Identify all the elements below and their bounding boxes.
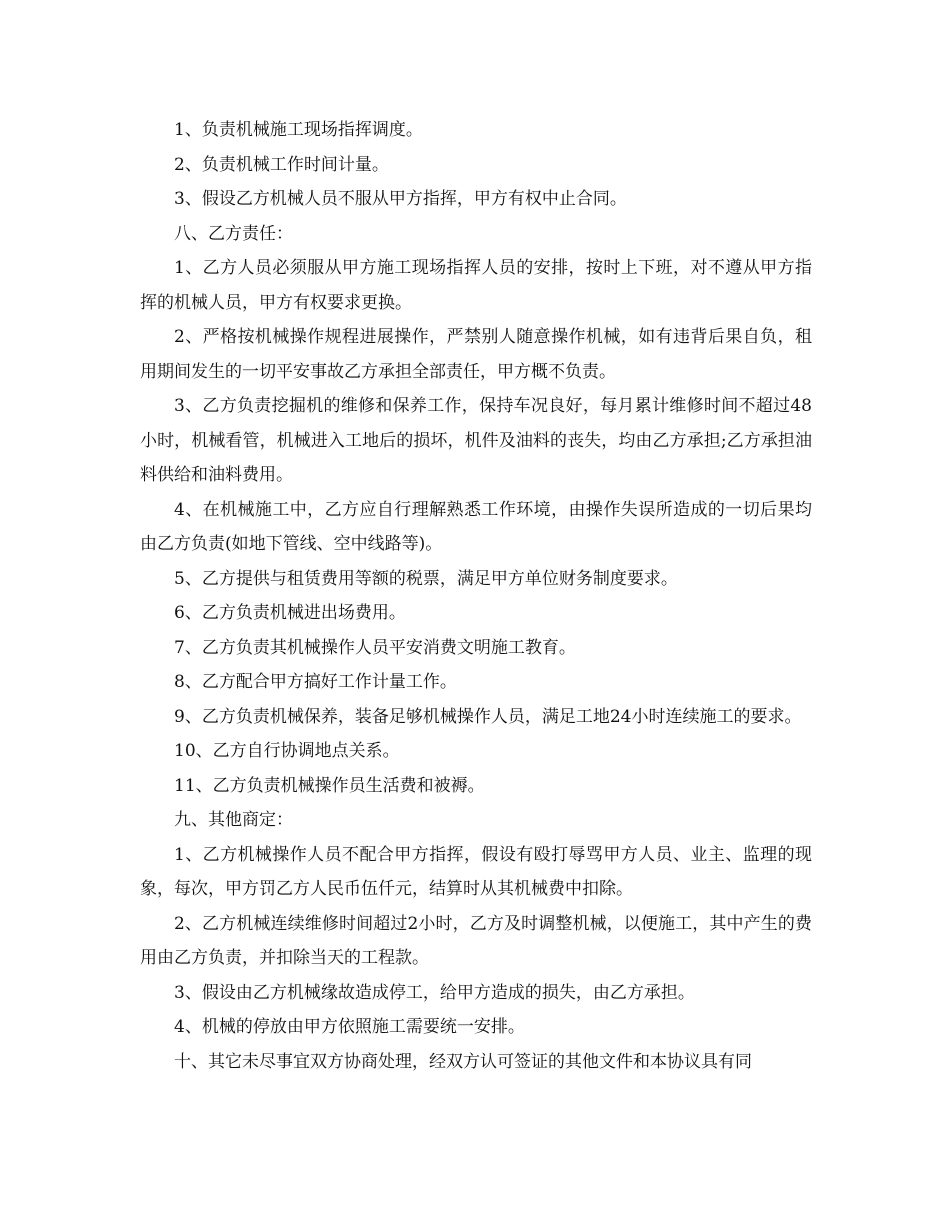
document-body [140, 113, 812, 1079]
paragraph-18: 2、乙方机械连续维修时间超过2小时，乙方及时调整机械，以便施工，其中产生的费用由乙方负责，并扣除当天的工程款。 [140, 913, 812, 968]
paragraph-8: 4、在机械施工中，乙方应自行理解熟悉工作环境，由操作失误所造成的一切后果均由乙方负责(如地下管线、空中线路等)。 [140, 499, 812, 554]
paragraph-6: 2、严格按机械操作规程进展操作，严禁别人随意操作机械，如有违背后果自负，租用期间发生的一切平安事故乙方承担全部责任，甲方概不负责。 [140, 327, 812, 382]
paragraph-2: 2、负责机械工作时间计量。 [174, 154, 389, 175]
paragraph-7: 3、乙方负责挖掘机的维修和保养工作，保持车况良好，每月累计维修时间不超过48小时，机械看管，机械进入工地后的损坏，机件及油料的丧失，均由乙方承担;乙方承担油料供给和油料费用。 [140, 396, 812, 485]
paragraph-5: 1、乙方人员必须服从甲方施工现场指挥人员的安排，按时上下班，对不遵从甲方指挥的机械人员，甲方有权要求更换。 [140, 258, 812, 313]
paragraph-12: 8、乙方配合甲方搞好工作计量工作。 [174, 672, 457, 692]
paragraph-9: 5、乙方提供与租赁费用等额的税票，满足甲方单位财务制度要求。 [174, 568, 678, 589]
paragraph-20: 4、机械的停放由甲方依照施工需要统一安排。 [174, 1017, 525, 1037]
paragraph-17: 1、乙方机械操作人员不配合甲方指挥，假设有殴打辱骂甲方人员、业主、监理的现象，每次，甲方罚乙方人民币伍仟元，结算时从其机械费中扣除。 [140, 844, 812, 899]
section-heading-8: 八、乙方责任： [174, 223, 293, 244]
paragraph-13: 9、乙方负责机械保养，装备足够机械操作人员，满足工地24小时连续施工的要求。 [174, 706, 802, 727]
paragraph-14: 10、乙方自行协调地点关系。 [174, 741, 400, 761]
paragraph-1: 1、负责机械施工现场指挥调度。 [174, 120, 423, 140]
paragraph-3: 3、假设乙方机械人员不服从甲方指挥，甲方有权中止合同。 [174, 189, 627, 209]
paragraph-10: 6、乙方负责机械进出场费用。 [174, 603, 406, 623]
paragraph-19: 3、假设由乙方机械缘故造成停工，给甲方造成的损失，由乙方承担。 [174, 982, 695, 1003]
section-heading-10: 十、其它未尽事宜双方协商处理，经双方认可签证的其他文件和本协议具有同 [174, 1051, 752, 1072]
section-heading-9: 九、其他商定： [174, 810, 293, 830]
paragraph-11: 7、乙方负责其机械操作人员平安消费文明施工教育。 [174, 637, 576, 658]
paragraph-15: 11、乙方负责机械操作员生活费和被褥。 [174, 775, 485, 796]
